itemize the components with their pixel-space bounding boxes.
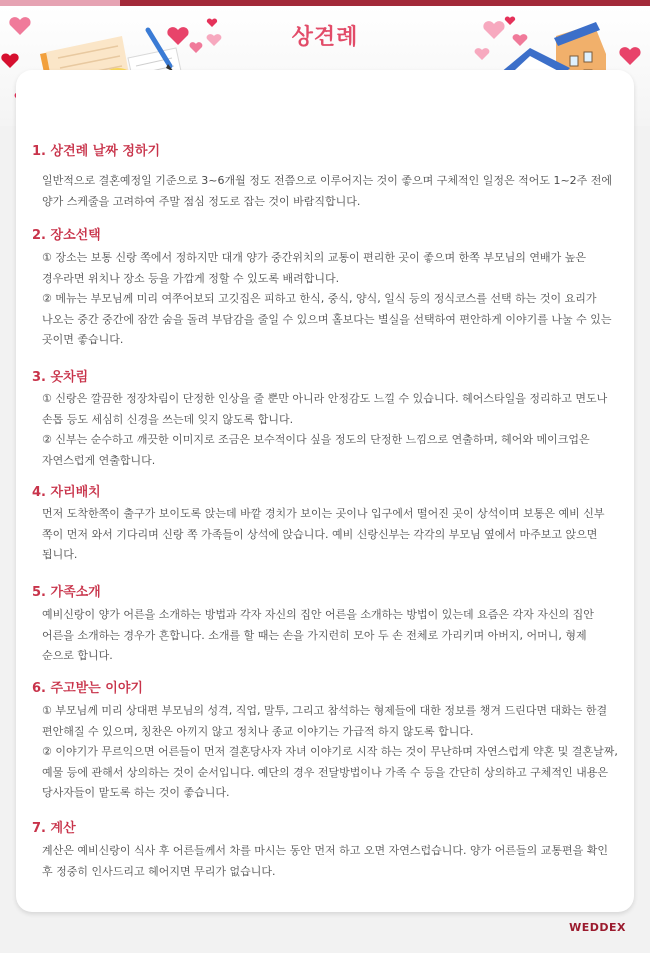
section-paragraph: 일반적으로 결혼예정일 기준으로 3~6개월 정도 전쯤으로 이루어지는 것이 좋으며 구체적인 일정은 적어도 1~2주 전에 양가 스케줄을 고려하여 주말 점심 정도로 잡는 것이 바람직합니다.: [42, 174, 613, 208]
section-body-seating: [42, 504, 618, 566]
section-paragraph: 먼저 도착한쪽이 출구가 보이도록 앉는데 바깥 경치가 보이는 곳이나 입구에서 떨어진 곳이 상석이며 보통은 예비 신부 쪽이 먼저 와서 기다리며 신랑 쪽 가족들이 상석에 앉습니다. 예비 신랑신부는 각각의 부모님 옆에서 마주보고 앉으면 됩니다.: [42, 507, 605, 561]
page-title: 상견례: [291, 25, 359, 50]
section-paragraph: ② 메뉴는 부모님께 미리 여쭈어보되 고깃집은 피하고 한식, 중식, 양식, 일식 등의 정식코스를 선택 하는 것이 요리가 나오는 중간 중간에 잠깐 숨을 돌려 부담감을 줄일 수 있으며 홀보다는 별실을 선택하여 편안하게 이야기를 나눌 수 있는 곳이면 좋습니다.: [42, 292, 612, 346]
section-title-venue: 2. 장소선택: [32, 228, 101, 243]
section-paragraph: ② 이야기가 무르익으면 어른들이 먼저 결혼당사자 자녀 이야기로 시작 하는 것이 무난하며 자연스럽게 약혼 및 결혼날짜, 예물 등에 관해서 상의하는 것이 순서입니다. 예단의 경우 전달방법이나 가족 수 등을 간단히 상의하고 구체적인 내용은 당사자들이 맡도록 하는 것이 좋습니다.: [42, 745, 618, 799]
brand-logo: WEDDEX: [569, 921, 626, 934]
section-title-family-intro: 5. 가족소개: [32, 585, 101, 600]
section-paragraph: ② 신부는 순수하고 깨끗한 이미지로 조금은 보수적이다 싶을 정도의 단정한 느낌으로 연출하며, 헤어와 메이크업은 자연스럽게 연출합니다.: [42, 433, 590, 467]
section-body-conversation: [42, 701, 618, 804]
section-title-seating: 4. 자리배치: [32, 485, 101, 500]
section-body-payment: [42, 841, 618, 882]
section-title-date: 1. 상견례 날짜 정하기: [32, 144, 161, 159]
section-paragraph: 계산은 예비신랑이 식사 후 어른들께서 차를 마시는 동안 먼저 하고 오면 자연스럽습니다. 양가 어른들의 교통편을 확인 후 정중히 인사드리고 헤어지면 무리가 없습니다.: [42, 844, 608, 878]
section-body-family-intro: [42, 605, 618, 667]
section-paragraph: ① 장소는 보통 신랑 쪽에서 정하지만 대개 양가 중간위치의 교통이 편리한 곳이 좋으며 한쪽 부모님의 연배가 높은 경우라면 위치나 장소 등을 가깝게 정할 수 있도록 배려합니다.: [42, 251, 586, 285]
section-paragraph: ① 부모님께 미리 상대편 부모님의 성격, 직업, 말투, 그리고 참석하는 형제들에 대한 정보를 챙겨 드린다면 대화는 한결 편안해질 수 있으며, 칭찬은 아끼지 않고 정치나 종교 이야기는 가급적 하지 않도록 합니다.: [42, 704, 608, 738]
section-body-date: [42, 171, 618, 212]
section-title-attire: 3. 옷차림: [32, 370, 89, 385]
section-paragraph: 예비신랑이 양가 어른을 소개하는 방법과 각자 자신의 집안 어른을 소개하는 방법이 있는데 요즘은 각자 자신의 집안 어른을 소개하는 경우가 흔합니다. 소개를 할 때는 손을 가지런히 모아 두 손 전체로 가리키며 아버지, 어머니, 형제 순으로 합니다.: [42, 608, 594, 662]
section-body-attire: [42, 389, 618, 471]
section-body-venue: [42, 248, 618, 351]
section-paragraph: ① 신랑은 깔끔한 정장차림이 단정한 인상을 줄 뿐만 아니라 안정감도 느낄 수 있습니다. 헤어스타일을 정리하고 면도나 손톱 등도 세심히 신경을 쓰는데 잊지 않도록 합니다.: [42, 392, 608, 426]
section-title-conversation: 6. 주고받는 이야기: [32, 681, 143, 696]
section-title-payment: 7. 계산: [32, 821, 76, 836]
